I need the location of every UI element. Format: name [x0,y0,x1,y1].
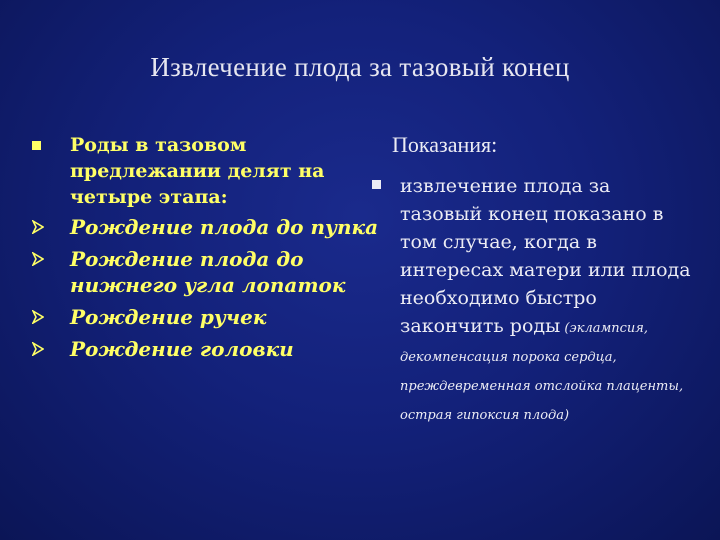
step-text: Рождение головки [70,337,294,361]
step-text: Рождение ручек [70,305,267,329]
step-item [32,246,392,298]
slide-title: Извлечение плода за тазовый конец [150,52,570,82]
intro-text: Роды в тазовом предлежании делят на четыре этапа: [70,134,325,208]
arrow-bullet-icon [32,214,56,240]
indication-item [372,172,692,428]
step-item [32,304,392,330]
arrow-bullet-icon [32,246,56,272]
right-column [372,172,692,428]
indication-note: (эклампсия, декомпенсация порока сердца, преждевременная отслойка плаценты, острая гипоксия плода) [400,321,684,423]
left-column [32,132,392,368]
arrow-bullet-icon [32,304,56,330]
intro-item [32,132,392,210]
arrow-bullet-icon [32,336,56,362]
square-bullet-icon [32,132,56,158]
square-bullet-icon [372,180,381,189]
indications-heading: Показания: [392,132,498,157]
indication-body [372,172,692,428]
indication-text: извлечение плода за тазовый конец показано в том случае, когда в интересах матери или плода необходимо быстро закончить роды [400,175,691,337]
step-text: Рождение плода до пупка [70,215,379,239]
step-item [32,336,392,362]
step-item [32,214,392,240]
step-text: Рождение плода до нижнего угла лопаток [70,247,346,297]
